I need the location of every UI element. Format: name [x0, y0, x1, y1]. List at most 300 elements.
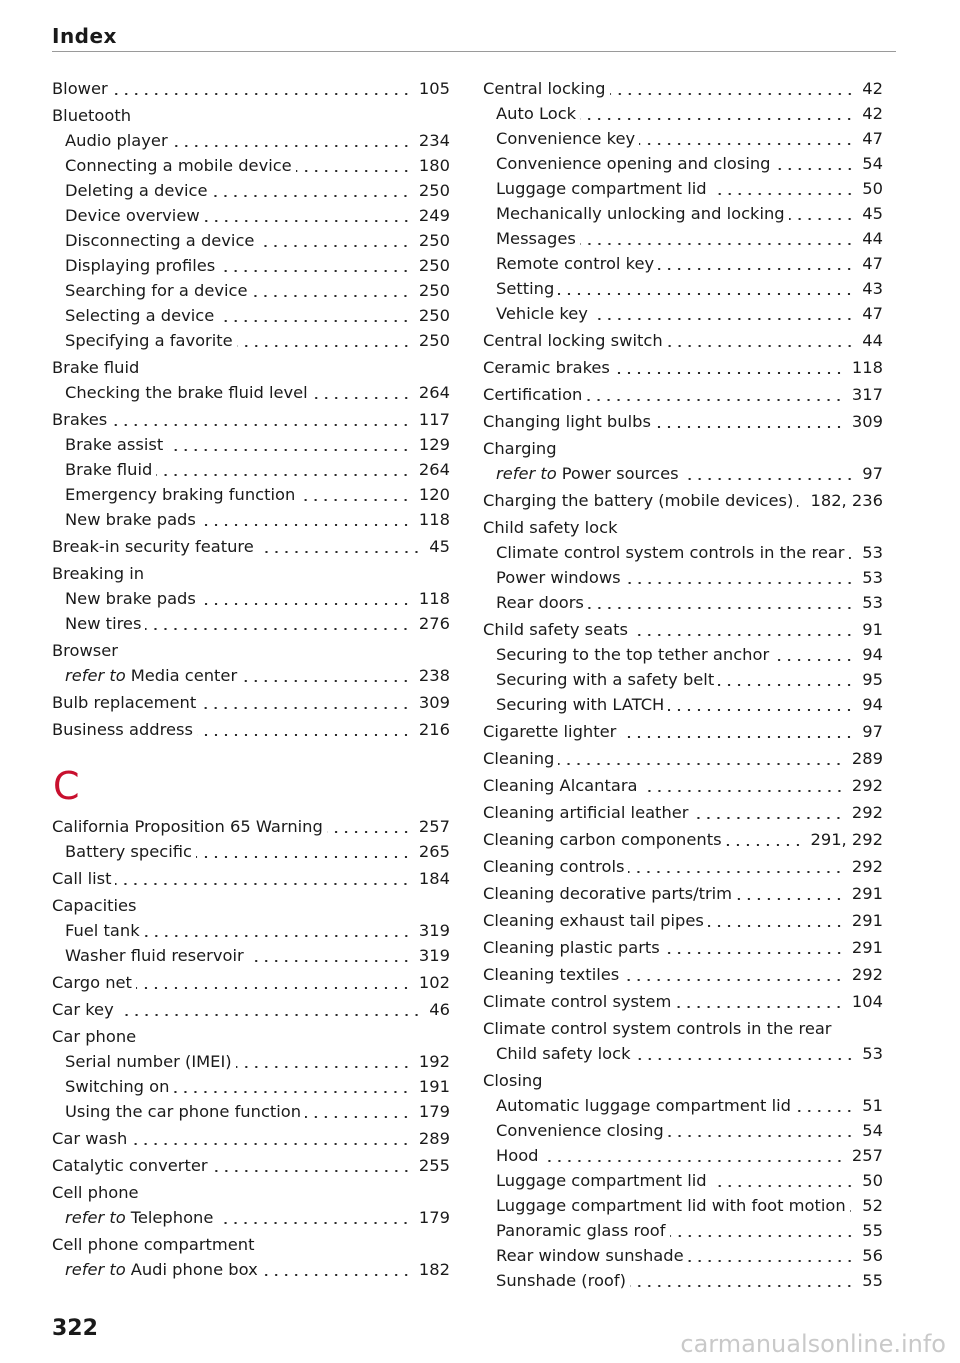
page-reference: 264 — [418, 460, 450, 479]
dot-leader — [312, 397, 411, 399]
entry-text: Charging — [483, 439, 557, 458]
entry-text: Using the car phone function — [65, 1102, 302, 1121]
index-subentry — [483, 1268, 883, 1293]
dot-leader — [258, 245, 410, 247]
entry-text: Brakes — [52, 410, 108, 429]
entry-label — [52, 103, 131, 128]
dot-leader — [711, 193, 855, 195]
index-subentry — [483, 301, 883, 326]
entry-text: Fuel tank — [65, 921, 140, 940]
page-reference: 53 — [862, 593, 883, 612]
entry-label — [52, 638, 118, 663]
index-entry — [483, 935, 883, 960]
index-entry — [52, 534, 450, 559]
index-entry — [52, 638, 450, 663]
entry-text: Device overview — [65, 206, 200, 225]
page-reference: 257 — [851, 1146, 883, 1165]
index-entry — [483, 773, 883, 798]
index-subentry — [52, 507, 450, 532]
entry-text: Washer fluid reservoir — [65, 946, 244, 965]
page-reference: 289 — [418, 1129, 450, 1148]
index-subentry — [52, 128, 450, 153]
index-entry — [483, 719, 883, 744]
entry-label — [496, 565, 621, 590]
entry-text: Cleaning artificial leather — [483, 803, 689, 822]
entry-text: Auto Lock — [496, 104, 577, 123]
entry-label — [65, 153, 292, 178]
entry-label — [496, 1118, 664, 1143]
dot-leader — [797, 505, 802, 507]
page-reference: 291, 292 — [810, 830, 883, 849]
entry-label — [483, 800, 688, 825]
index-subentry — [52, 203, 450, 228]
entry-text: Media center — [130, 666, 238, 685]
page-reference: 43 — [862, 279, 883, 298]
page-reference: 95 — [862, 670, 883, 689]
entry-label — [496, 1243, 684, 1268]
page-reference: 292 — [851, 776, 883, 795]
entry-label — [65, 918, 140, 943]
entry-label — [496, 667, 714, 692]
entry-label — [483, 515, 618, 540]
index-subentry — [52, 380, 450, 405]
index-subentry — [52, 918, 450, 943]
entry-label — [496, 1218, 666, 1243]
dot-leader — [558, 763, 844, 765]
entry-label — [496, 151, 771, 176]
entry-text: Central locking — [483, 79, 606, 98]
dot-leader — [248, 960, 411, 962]
entry-label — [483, 1016, 832, 1041]
entry-text: Charging the battery (mobile devices) — [483, 491, 794, 510]
entry-text: Business address — [52, 720, 193, 739]
page-reference: 179 — [418, 1208, 450, 1227]
page-reference: 50 — [862, 179, 883, 198]
page-reference: 44 — [862, 331, 883, 350]
index-entry — [483, 1016, 883, 1041]
page-reference: 238 — [418, 666, 450, 685]
index-subentry — [483, 1168, 883, 1193]
index-entry — [52, 1126, 450, 1151]
entry-label — [496, 301, 588, 326]
page-reference: 184 — [418, 869, 450, 888]
index-subentry — [52, 228, 450, 253]
entry-label — [65, 203, 200, 228]
entry-text: Audio player — [65, 131, 168, 150]
dot-leader — [625, 582, 855, 584]
index-entry — [483, 962, 883, 987]
entry-text: Cleaning plastic parts — [483, 938, 660, 957]
entry-label — [65, 128, 168, 153]
entry-text: Hood — [496, 1146, 539, 1165]
dot-leader — [736, 898, 844, 900]
page-reference: 250 — [418, 181, 450, 200]
entry-label — [496, 1193, 846, 1218]
page-reference: 54 — [862, 154, 883, 173]
index-subentry — [483, 126, 883, 151]
page-reference: 46 — [429, 1000, 450, 1019]
entry-text: Climate control system controls in the rear — [483, 1019, 832, 1038]
index-subentry — [52, 1074, 450, 1099]
dot-leader — [670, 1235, 855, 1237]
entry-label — [65, 586, 196, 611]
index-entry — [483, 881, 883, 906]
entry-text: Cleaning — [483, 749, 555, 768]
entry-text: Browser — [52, 641, 118, 660]
entry-label — [483, 76, 606, 101]
entry-text: Cargo net — [52, 973, 132, 992]
page-reference: 309 — [418, 693, 450, 712]
index-subentry — [52, 1099, 450, 1124]
entry-text: Cell phone — [52, 1183, 139, 1202]
dot-leader — [664, 952, 844, 954]
dot-leader — [623, 979, 844, 981]
entry-text: Luggage compartment lid — [496, 1171, 707, 1190]
entry-label — [483, 773, 638, 798]
page-reference: 255 — [418, 1156, 450, 1175]
page-header-title: Index — [52, 24, 117, 48]
index-subentry — [483, 151, 883, 176]
watermark: carmanualsonline.info — [680, 1330, 946, 1358]
page-reference: 120 — [418, 485, 450, 504]
entry-text: Climate control system — [483, 992, 672, 1011]
page-reference: 234 — [418, 131, 450, 150]
entry-label — [65, 482, 295, 507]
page-reference: 102 — [418, 973, 450, 992]
page-reference: 94 — [862, 695, 883, 714]
dot-leader — [118, 1014, 422, 1016]
page-reference: 118 — [418, 589, 450, 608]
entry-label — [496, 1168, 707, 1193]
index-subentry — [483, 251, 883, 276]
dot-leader — [167, 449, 411, 451]
dot-leader — [204, 220, 411, 222]
index-entry — [52, 866, 450, 891]
dot-leader — [675, 1006, 844, 1008]
entry-label — [483, 409, 651, 434]
page-reference: 182, 236 — [810, 491, 883, 510]
entry-text: Child safety seats — [483, 620, 628, 639]
entry-text: Car wash — [52, 1129, 128, 1148]
entry-text: Cigarette lighter — [483, 722, 617, 741]
index-subentry — [52, 303, 450, 328]
dot-leader — [635, 1058, 855, 1060]
entry-text: Breaking in — [52, 564, 145, 583]
page-reference: 47 — [862, 304, 883, 323]
index-subentry — [483, 1243, 883, 1268]
entry-text: Cleaning Alcantara — [483, 776, 638, 795]
entry-text: Telephone — [130, 1208, 214, 1227]
entry-text: Cleaning carbon components — [483, 830, 722, 849]
entry-text: Luggage compartment lid — [496, 179, 707, 198]
dot-leader — [773, 659, 854, 661]
index-column-left — [52, 76, 450, 1282]
section-letter: C — [53, 764, 80, 808]
page-reference: 50 — [862, 1171, 883, 1190]
index-entry — [483, 409, 883, 434]
dot-leader — [543, 1160, 844, 1162]
entry-label — [496, 461, 679, 486]
dot-leader — [136, 987, 411, 989]
entry-text: Cell phone compartment — [52, 1235, 255, 1254]
index-subentry — [483, 101, 883, 126]
dot-leader — [145, 628, 410, 630]
index-entry — [52, 997, 450, 1022]
page-reference: 53 — [862, 543, 883, 562]
page-reference: 192 — [418, 1052, 450, 1071]
entry-text: Securing with a safety belt — [496, 670, 715, 689]
entry-text: Convenience closing — [496, 1121, 664, 1140]
entry-text: Switching on — [65, 1077, 170, 1096]
page-reference: 291 — [851, 911, 883, 930]
entry-text: Disconnecting a device — [65, 231, 255, 250]
entry-text: Bluetooth — [52, 106, 132, 125]
dot-leader — [639, 143, 854, 145]
entry-text: Car key — [52, 1000, 114, 1019]
page-reference: 264 — [418, 383, 450, 402]
page-reference: 180 — [418, 156, 450, 175]
dot-leader — [588, 607, 854, 609]
entry-label — [496, 126, 635, 151]
page-reference: 250 — [418, 331, 450, 350]
dot-leader — [775, 168, 855, 170]
dot-leader — [849, 557, 855, 559]
index-entry — [483, 827, 883, 852]
cross-reference-prefix: refer to — [65, 666, 126, 685]
page-reference: 216 — [418, 720, 450, 739]
page-reference: 56 — [862, 1246, 883, 1265]
entry-label — [65, 253, 215, 278]
index-entry — [52, 814, 450, 839]
entry-label — [65, 278, 247, 303]
index-entry — [483, 989, 883, 1014]
dot-leader — [258, 551, 421, 553]
index-entry — [483, 355, 883, 380]
entry-text: Cleaning textiles — [483, 965, 620, 984]
dot-leader — [173, 1091, 410, 1093]
dot-leader — [711, 1185, 855, 1187]
cross-reference-prefix: refer to — [65, 1208, 126, 1227]
index-subentry — [52, 943, 450, 968]
index-subentry — [52, 278, 450, 303]
index-entry — [483, 76, 883, 101]
dot-leader — [219, 270, 411, 272]
page-reference: 45 — [862, 204, 883, 223]
index-subentry — [52, 457, 450, 482]
entry-label — [496, 590, 584, 615]
index-entry — [52, 76, 450, 101]
entry-text: Power windows — [496, 568, 621, 587]
page-reference: 265 — [418, 842, 450, 861]
index-subentry — [52, 586, 450, 611]
entry-text: Convenience opening and closing — [496, 154, 771, 173]
dot-leader — [692, 817, 843, 819]
dot-leader — [217, 1222, 411, 1224]
dot-leader — [197, 734, 411, 736]
entry-label — [52, 866, 111, 891]
page-reference: 117 — [418, 410, 450, 429]
entry-label — [52, 690, 196, 715]
entry-label — [496, 251, 654, 276]
entry-label — [65, 663, 237, 688]
index-subentry — [52, 1205, 450, 1230]
entry-text: Break-in security feature — [52, 537, 254, 556]
entry-label — [52, 355, 139, 380]
index-subentry — [52, 328, 450, 353]
dot-leader — [632, 634, 854, 636]
entry-label — [483, 935, 660, 960]
dot-leader — [718, 684, 854, 686]
entry-label — [496, 1143, 539, 1168]
index-entry — [483, 746, 883, 771]
index-subentry — [483, 540, 883, 565]
entry-text: Battery specific — [65, 842, 192, 861]
index-subentry — [483, 1218, 883, 1243]
entry-label — [52, 1024, 136, 1049]
index-subentry — [483, 642, 883, 667]
entry-label — [483, 355, 610, 380]
entry-label — [496, 1093, 791, 1118]
page-reference: 257 — [418, 817, 450, 836]
index-entry — [483, 800, 883, 825]
dot-leader — [262, 1274, 411, 1276]
entry-label — [483, 436, 557, 461]
page-reference: 250 — [418, 281, 450, 300]
entry-label — [483, 827, 722, 852]
entry-label — [65, 611, 141, 636]
dot-leader — [789, 218, 855, 220]
dot-leader — [241, 680, 411, 682]
entry-label — [483, 1068, 543, 1093]
entry-label — [496, 540, 845, 565]
dot-leader — [586, 399, 844, 401]
dot-leader — [683, 478, 855, 480]
index-subentry — [483, 176, 883, 201]
dot-leader — [630, 1285, 854, 1287]
dot-leader — [628, 871, 843, 873]
page-reference: 52 — [862, 1196, 883, 1215]
entry-text: Brake fluid — [65, 460, 153, 479]
index-subentry — [483, 667, 883, 692]
dot-leader — [200, 707, 411, 709]
index-entry — [52, 1180, 450, 1205]
index-entry — [483, 488, 883, 513]
page-reference: 47 — [862, 129, 883, 148]
dot-leader — [237, 345, 411, 347]
page-reference: 53 — [862, 1044, 883, 1063]
dot-leader — [299, 499, 411, 501]
entry-label — [65, 1205, 213, 1230]
page-reference: 292 — [851, 965, 883, 984]
dot-leader — [211, 195, 410, 197]
dot-leader — [558, 293, 854, 295]
dot-leader — [196, 856, 411, 858]
index-subentry — [483, 590, 883, 615]
dot-leader — [144, 935, 411, 937]
dot-leader — [115, 883, 410, 885]
entry-text: Power sources — [561, 464, 679, 483]
entry-text: Cleaning exhaust tail pipes — [483, 911, 704, 930]
dot-leader — [580, 243, 854, 245]
index-subentry — [483, 1093, 883, 1118]
entry-text: Rear doors — [496, 593, 584, 612]
entry-label — [65, 432, 163, 457]
page-reference: 250 — [418, 231, 450, 250]
page-reference: 55 — [862, 1221, 883, 1240]
dot-leader — [305, 1116, 411, 1118]
page-reference: 292 — [851, 857, 883, 876]
page-reference: 97 — [862, 722, 883, 741]
page-reference: 250 — [418, 256, 450, 275]
page-reference: 47 — [862, 254, 883, 273]
header-divider — [52, 51, 896, 52]
page-reference: 179 — [418, 1102, 450, 1121]
index-subentry — [483, 692, 883, 717]
entry-label — [496, 276, 554, 301]
index-subentry — [483, 276, 883, 301]
index-column-right — [483, 76, 883, 1293]
index-entry — [483, 617, 883, 642]
page-reference: 319 — [418, 946, 450, 965]
index-subentry — [52, 432, 450, 457]
entry-label — [496, 1268, 626, 1293]
entry-label — [483, 719, 616, 744]
entry-text: Mechanically unlocking and locking — [496, 204, 785, 223]
page-reference: 182 — [418, 1260, 450, 1279]
entry-label — [483, 746, 554, 771]
index-subentry — [52, 482, 450, 507]
dot-leader — [620, 736, 854, 738]
entry-text: New brake pads — [65, 510, 196, 529]
page-reference: 291 — [851, 938, 883, 957]
dot-leader — [726, 844, 803, 846]
page-reference: 309 — [851, 412, 883, 431]
entry-label — [65, 303, 214, 328]
index-entry — [483, 515, 883, 540]
dot-leader — [795, 1110, 854, 1112]
entry-label — [496, 201, 785, 226]
page-reference: 118 — [851, 358, 883, 377]
entry-label — [52, 893, 137, 918]
index-entry — [483, 1068, 883, 1093]
entry-label — [65, 457, 152, 482]
entry-text: Bulb replacement — [52, 693, 197, 712]
entry-label — [65, 178, 207, 203]
entry-text: Cleaning controls — [483, 857, 625, 876]
dot-leader — [327, 831, 411, 833]
entry-label — [52, 1232, 254, 1257]
cross-reference-prefix: refer to — [65, 1260, 126, 1279]
entry-label — [52, 561, 144, 586]
page-reference: 249 — [418, 206, 450, 225]
entry-label — [52, 1153, 208, 1178]
page-reference: 97 — [862, 464, 883, 483]
index-entry — [52, 1153, 450, 1178]
entry-label — [483, 382, 582, 407]
page-reference: 53 — [862, 568, 883, 587]
entry-label — [52, 1180, 139, 1205]
entry-text: Ceramic brakes — [483, 358, 610, 377]
page-reference: 91 — [862, 620, 883, 639]
entry-label — [496, 226, 576, 251]
entry-label — [52, 407, 107, 432]
page-reference: 118 — [418, 510, 450, 529]
entry-text: Connecting a mobile device — [65, 156, 292, 175]
page-reference: 104 — [851, 992, 883, 1011]
index-entry — [52, 690, 450, 715]
dot-leader — [667, 345, 855, 347]
index-subentry — [52, 839, 450, 864]
